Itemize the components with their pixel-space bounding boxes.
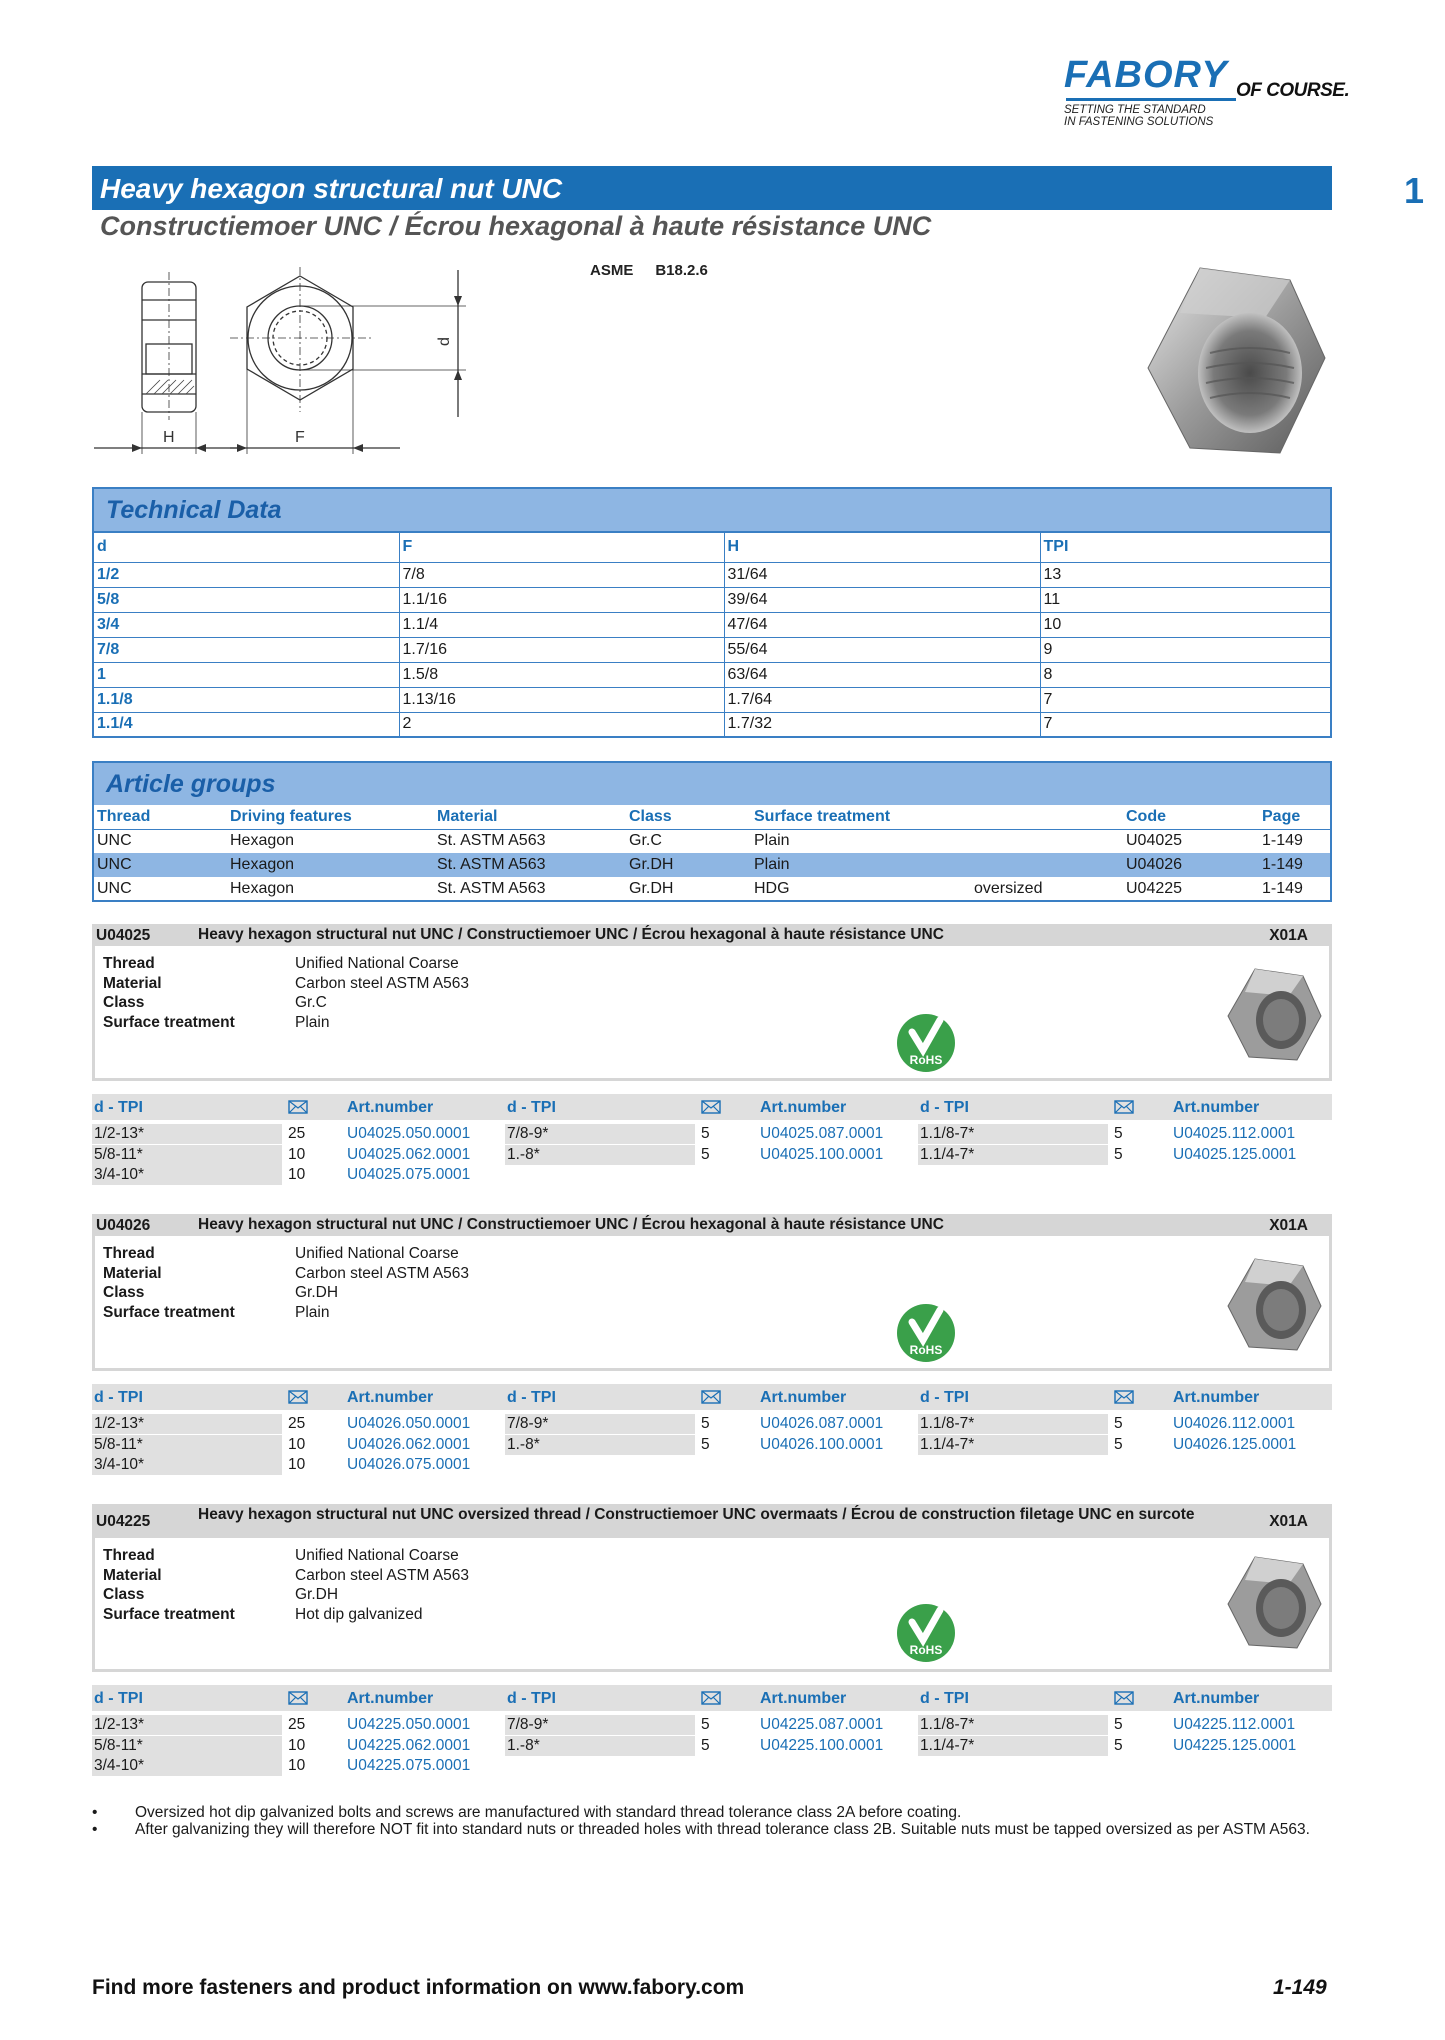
table-row [93, 853, 1331, 877]
variant-size: 3/4-10* [92, 1455, 282, 1475]
table-cell: 1-149 [1262, 832, 1303, 850]
property-label: Surface treatment [103, 1013, 235, 1031]
technical-data-table [92, 531, 1332, 738]
table-cell: 31/64 [724, 562, 1040, 587]
column-header: d - TPI [94, 1389, 143, 1406]
variant-size: 1.-8* [505, 1736, 695, 1756]
property-label: Thread [103, 955, 155, 972]
table-row [93, 587, 1331, 612]
group-reference: X01A [1269, 1513, 1308, 1530]
standard-reference [590, 262, 730, 279]
column-header: d - TPI [507, 1099, 556, 1116]
variant-size: 1/2-13* [92, 1715, 282, 1735]
table-cell: 1.1/16 [399, 587, 724, 612]
table-cell: 2 [399, 712, 724, 737]
variant-quantity: 25 [288, 1125, 306, 1142]
column-header: Art.number [347, 1389, 434, 1406]
table-cell: Hexagon [230, 879, 295, 897]
column-header: d [93, 532, 399, 562]
logo-tagline: SETTING THE STANDARD IN FASTENING SOLUTIONS [1064, 104, 1214, 128]
variant-quantity: 5 [701, 1736, 710, 1754]
table-row [93, 662, 1331, 687]
nut-thumbnail-image [1225, 1254, 1323, 1354]
group-header [92, 1504, 1332, 1538]
table-cell: Plain [751, 853, 971, 877]
table-cell: Hexagon [227, 853, 434, 877]
column-header: d - TPI [507, 1389, 556, 1406]
property-label: Class [103, 1284, 145, 1301]
table-cell: U04025 [1126, 832, 1183, 850]
variant-size: 1.1/4-7* [918, 1435, 1108, 1455]
variant-size: 5/8-11* [92, 1736, 282, 1756]
variant-size: 7/8-9* [505, 1715, 695, 1735]
variant-quantity: 5 [1114, 1125, 1123, 1142]
table-cell: 8 [1040, 662, 1331, 687]
variant-article-number: U04225.062.0001 [347, 1736, 471, 1754]
table-cell: 1.7/16 [399, 637, 724, 662]
variant-quantity: 5 [1114, 1736, 1123, 1754]
table-cell: 47/64 [724, 612, 1040, 637]
group-properties [103, 1546, 703, 1636]
table-row [93, 637, 1331, 662]
table-cell [971, 829, 1123, 853]
nut-technical-drawing [90, 262, 490, 472]
property-label: Material [103, 1566, 162, 1584]
variant-article-number: U04026.087.0001 [760, 1415, 884, 1432]
variant-size: 3/4-10* [92, 1756, 282, 1776]
package-quantity-icon [288, 1390, 308, 1404]
rohs-badge [896, 1602, 956, 1664]
standard-body: ASME [590, 262, 634, 279]
property-value: Plain [295, 1303, 330, 1321]
column-header: d - TPI [94, 1690, 143, 1707]
package-quantity-icon [1114, 1100, 1134, 1114]
group-header [92, 924, 1332, 946]
variant-size: 1.1/4-7* [918, 1736, 1108, 1756]
property-label: Surface treatment [103, 1605, 235, 1623]
column-header: Thread [93, 805, 227, 829]
table-cell: 1.7/32 [724, 712, 1040, 737]
svg-text:RoHS: RoHS [909, 1343, 943, 1357]
variant-article-number: U04026.075.0001 [347, 1456, 471, 1473]
group-code: U04025 [96, 927, 151, 944]
table-cell: 1.13/16 [399, 687, 724, 712]
variant-quantity: 5 [701, 1145, 710, 1163]
property-label: Thread [103, 1245, 155, 1262]
package-quantity-icon [701, 1100, 721, 1114]
group-reference: X01A [1269, 1217, 1308, 1234]
logo-underline [1066, 98, 1236, 101]
column-header: Art.number [347, 1690, 434, 1707]
table-cell: Gr.DH [626, 853, 751, 877]
page-title: Heavy hexagon structural nut UNC [100, 173, 563, 204]
variant-table-header [92, 1094, 1332, 1120]
column-header: Material [434, 805, 626, 829]
svg-text:RoHS: RoHS [909, 1643, 943, 1657]
table-cell: 1-149 [1262, 879, 1303, 897]
property-value: Gr.DH [295, 1586, 339, 1603]
nut-thumbnail-image [1225, 964, 1323, 1064]
property-label: Thread [103, 1547, 155, 1564]
variant-article-number: U04225.087.0001 [760, 1716, 884, 1733]
property-label: Material [103, 1264, 162, 1282]
variant-size: 1.1/8-7* [918, 1715, 1108, 1735]
table-cell: St. ASTM A563 [434, 853, 626, 877]
variant-article-number: U04025.087.0001 [760, 1125, 884, 1142]
column-header: Surface treatment [751, 805, 971, 829]
property-value: Gr.DH [295, 1284, 339, 1301]
column-header: d - TPI [920, 1389, 969, 1406]
variant-size: 7/8-9* [505, 1414, 695, 1434]
column-header: F [399, 532, 724, 562]
group-detail-box [92, 1236, 1332, 1371]
table-cell: oversized [974, 879, 1043, 897]
table-cell: 1.1/4 [399, 612, 724, 637]
column-header: H [724, 532, 1040, 562]
column-header: d - TPI [507, 1690, 556, 1707]
property-value: Hot dip galvanized [295, 1605, 423, 1623]
variant-size: 1.1/8-7* [918, 1414, 1108, 1434]
variant-article-number: U04026.050.0001 [347, 1415, 471, 1432]
table-cell: 1.5/8 [399, 662, 724, 687]
table-cell: U04225 [1126, 879, 1183, 897]
table-cell: 10 [1040, 612, 1331, 637]
variant-size: 5/8-11* [92, 1145, 282, 1165]
variant-quantity: 10 [288, 1736, 306, 1754]
table-cell: HDG [754, 879, 790, 897]
article-groups-table [92, 805, 1332, 902]
variant-table-header [92, 1685, 1332, 1711]
table-cell: 1-149 [1259, 853, 1331, 877]
table-cell: 7 [1040, 687, 1331, 712]
logo-slogan: OF COURSE. [1236, 80, 1350, 101]
group-code: U04026 [96, 1217, 151, 1234]
package-quantity-icon [701, 1691, 721, 1705]
property-label: Surface treatment [103, 1303, 235, 1321]
property-value: Carbon steel ASTM A563 [295, 974, 470, 992]
variant-size: 3/4-10* [92, 1165, 282, 1185]
variant-article-number: U04026.062.0001 [347, 1435, 471, 1453]
title-bar [92, 166, 1332, 210]
table-cell [971, 853, 1123, 877]
column-header: d - TPI [920, 1099, 969, 1116]
variant-quantity: 10 [288, 1166, 306, 1183]
nut-thumbnail-image [1225, 1552, 1323, 1652]
variant-article-number: U04026.112.0001 [1173, 1415, 1296, 1432]
group-header [92, 1214, 1332, 1236]
table-cell: 1.7/64 [724, 687, 1040, 712]
table-row [93, 612, 1331, 637]
variant-article-number: U04025.112.0001 [1173, 1125, 1296, 1142]
table-cell: St. ASTM A563 [437, 879, 546, 897]
package-quantity-icon [288, 1691, 308, 1705]
variant-quantity: 5 [701, 1125, 710, 1142]
column-header: Art.number [760, 1690, 847, 1707]
article-groups-header: Article groups [92, 761, 1332, 805]
dim-label-f: F [295, 429, 305, 446]
table-row [93, 562, 1331, 587]
variant-quantity: 5 [701, 1716, 710, 1733]
column-header: Page [1259, 805, 1331, 829]
table-cell: 9 [1040, 637, 1331, 662]
variant-quantity: 5 [701, 1435, 710, 1453]
group-title: Heavy hexagon structural nut UNC / Constructiemoer UNC / Écrou hexagonal à haute résistance UNC [198, 926, 944, 943]
table-row [93, 687, 1331, 712]
group-code: U04225 [96, 1513, 151, 1530]
table-cell: Gr.DH [629, 879, 674, 897]
svg-text:RoHS: RoHS [909, 1053, 943, 1067]
rohs-badge [896, 1302, 956, 1364]
property-label: Material [103, 974, 162, 992]
variant-size: 1/2-13* [92, 1124, 282, 1144]
variant-article-number: U04225.125.0001 [1173, 1736, 1297, 1754]
variant-article-number: U04025.050.0001 [347, 1125, 471, 1142]
table-header-row [93, 805, 1331, 829]
variant-quantity: 5 [1114, 1435, 1123, 1453]
group-title: Heavy hexagon structural nut UNC / Constructiemoer UNC / Écrou hexagonal à haute résistance UNC [198, 1216, 944, 1233]
variant-quantity: 25 [288, 1415, 306, 1432]
package-quantity-icon [1114, 1691, 1134, 1705]
table-header-row [93, 532, 1331, 562]
group-detail-box [92, 1538, 1332, 1672]
package-quantity-icon [288, 1100, 308, 1114]
table-row [93, 712, 1331, 737]
group-properties [103, 1244, 703, 1334]
variant-table-header [92, 1384, 1332, 1410]
column-header: Art.number [1173, 1099, 1260, 1116]
table-cell: St. ASTM A563 [437, 832, 546, 850]
variant-quantity: 10 [288, 1435, 306, 1453]
property-value: Gr.C [295, 994, 327, 1011]
variant-article-number: U04225.100.0001 [760, 1736, 884, 1754]
nut-product-photo [1140, 258, 1330, 468]
variant-size: 5/8-11* [92, 1435, 282, 1455]
group-properties [103, 954, 703, 1044]
variant-article-number: U04025.125.0001 [1173, 1145, 1297, 1163]
column-header: Art.number [1173, 1690, 1260, 1707]
table-cell: 63/64 [724, 662, 1040, 687]
table-cell: UNC [97, 879, 132, 897]
variant-article-number: U04025.100.0001 [760, 1145, 884, 1163]
table-cell: Plain [754, 832, 790, 850]
variant-quantity: 5 [1114, 1415, 1123, 1432]
chapter-number: 1 [1404, 170, 1425, 211]
standard-number: B18.2.6 [655, 262, 708, 279]
table-cell: 7 [1040, 712, 1331, 737]
table-cell: 5/8 [93, 587, 399, 612]
table-row [93, 829, 1331, 853]
table-cell: 1 [93, 662, 399, 687]
table-cell: 39/64 [724, 587, 1040, 612]
property-value: Unified National Coarse [295, 1547, 459, 1564]
table-cell: 3/4 [93, 612, 399, 637]
variant-quantity: 10 [288, 1456, 306, 1473]
logo-brand: FABORY [1064, 54, 1228, 96]
package-quantity-icon [1114, 1390, 1134, 1404]
table-cell: Hexagon [230, 832, 295, 850]
group-title: Heavy hexagon structural nut UNC oversized thread / Constructiemoer UNC overmaats / Écrou de construction filetage UNC en surcote [198, 1506, 1195, 1523]
variant-article-number: U04025.075.0001 [347, 1166, 471, 1183]
column-header: Driving features [227, 805, 434, 829]
variant-quantity: 10 [288, 1757, 306, 1774]
variant-size: 1.-8* [505, 1435, 695, 1455]
technical-data-header: Technical Data [92, 487, 1332, 531]
variant-quantity: 5 [1114, 1716, 1123, 1733]
group-detail-box [92, 946, 1332, 1081]
table-cell: 55/64 [724, 637, 1040, 662]
page-subtitle: Constructiemoer UNC / Écrou hexagonal à haute résistance UNC [100, 211, 932, 241]
table-cell: Gr.C [629, 832, 662, 850]
property-label: Class [103, 1586, 145, 1603]
table-cell: UNC [97, 832, 132, 850]
column-header: Art.number [760, 1389, 847, 1406]
column-header: Class [626, 805, 751, 829]
variant-article-number: U04225.112.0001 [1173, 1716, 1296, 1733]
variant-quantity: 5 [1114, 1145, 1123, 1163]
variant-quantity: 10 [288, 1145, 306, 1163]
group-reference: X01A [1269, 927, 1308, 944]
variant-size: 1.1/8-7* [918, 1124, 1108, 1144]
property-value: Plain [295, 1013, 330, 1031]
property-value: Carbon steel ASTM A563 [295, 1264, 470, 1282]
column-header [971, 805, 1123, 829]
footer-page-number: 1-149 [1273, 1976, 1327, 1999]
variant-size: 1.1/4-7* [918, 1145, 1108, 1165]
column-header: Art.number [1173, 1389, 1260, 1406]
column-header: Art.number [760, 1099, 847, 1116]
column-header: TPI [1040, 532, 1331, 562]
variant-article-number: U04026.125.0001 [1173, 1435, 1297, 1453]
variant-article-number: U04225.050.0001 [347, 1716, 471, 1733]
package-quantity-icon [701, 1390, 721, 1404]
property-label: Class [103, 994, 145, 1011]
variant-quantity: 5 [701, 1415, 710, 1432]
table-cell: U04026 [1123, 853, 1259, 877]
property-value: Carbon steel ASTM A563 [295, 1566, 470, 1584]
table-cell: 7/8 [93, 637, 399, 662]
table-cell: 11 [1040, 587, 1331, 612]
table-cell: 13 [1040, 562, 1331, 587]
fabory-logo [1064, 54, 1354, 134]
footer-text: Find more fasteners and product information on www.fabory.com [92, 1976, 745, 1999]
variant-size: 1/2-13* [92, 1414, 282, 1434]
variant-article-number: U04025.062.0001 [347, 1145, 471, 1163]
dim-label-d: d [436, 337, 453, 346]
table-cell: 1.1/8 [93, 687, 399, 712]
dim-label-h: H [163, 429, 175, 446]
column-header: d - TPI [94, 1099, 143, 1116]
column-header: Code [1123, 805, 1259, 829]
property-value: Unified National Coarse [295, 955, 459, 972]
table-cell: 1.1/4 [93, 712, 399, 737]
rohs-badge [896, 1012, 956, 1074]
variant-quantity: 25 [288, 1716, 306, 1733]
table-cell: 1/2 [93, 562, 399, 587]
variant-size: 7/8-9* [505, 1124, 695, 1144]
variant-size: 1.-8* [505, 1145, 695, 1165]
variant-article-number: U04225.075.0001 [347, 1757, 471, 1774]
table-row [93, 877, 1331, 901]
table-cell: 7/8 [399, 562, 724, 587]
variant-article-number: U04026.100.0001 [760, 1435, 884, 1453]
column-header: d - TPI [920, 1690, 969, 1707]
table-cell: UNC [93, 853, 227, 877]
property-value: Unified National Coarse [295, 1245, 459, 1262]
column-header: Art.number [347, 1099, 434, 1116]
